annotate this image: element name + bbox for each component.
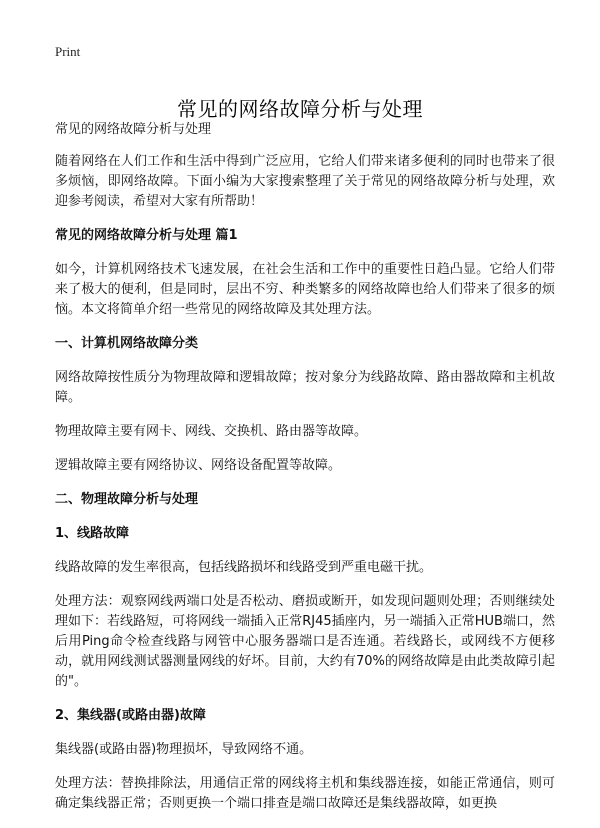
section-intro-paragraph: 如今，计算机网络技术飞速发展，在社会生活和工作中的重要性日趋凸显。它给人们带来了极大的便利，但是同时，层出不穷、种类繁多的网络故障也给人们带来了很多的烦恼。本文将简单介绍一些常见的网络故障及其处理方法。 [55,262,555,317]
classification-paragraph-2: 物理故障主要有网卡、网线、交换机、路由器等故障。 [55,424,368,439]
classification-paragraph-1: 网络故障按性质分为物理故障和逻辑故障；按对象分为线路故障、路由器故障和主机故障。 [55,370,555,405]
classification-paragraph-3: 逻辑故障主要有网络协议、网络设备配置等故障。 [55,458,342,473]
document-subtitle: 常见的网络故障分析与处理 [55,122,212,137]
heading-line-faults: 1、线路故障 [55,526,130,541]
intro-paragraph: 随着网络在人们工作和生活中得到广泛应用，它给人们带来诸多便利的同时也带来了很多烦恼，即网络故障。下面小编为大家搜索整理了关于常见的网络故障分析与处理，欢迎参考阅读，希望对大家有所帮助！ [55,154,555,209]
hub-faults-paragraph-2: 处理方法：替换排除法，用通信正常的网线将主机和集线器连接，如能正常通信，则可确定集线器正常；否则更换一个端口排查是端口故障还是集线器故障，如更换 [55,776,555,811]
line-faults-paragraph-2: 处理方法：观察网线两端口处是否松动、磨损或断开，如发现问题则处理；否则继续处理如下：若线路短，可将网线一端插入正常RJ45插座内，另一端插入正常HUB端口，然后用Ping命令检查线路与网管中心服务器端口是否连通。若线路长，或网线不方便移动，就用网线测试器测量网线的好坏。目前，大约有70%的网络故障是由此类故障引起的"。 [55,594,555,689]
document-body [55,120,555,828]
heading-hub-faults: 2、集线器(或路由器)故障 [55,708,206,723]
heading-classification: 一、计算机网络故障分类 [55,336,199,351]
page-title: 常见的网络故障分析与处理 [177,97,423,122]
print-label: Print [55,44,81,59]
section-title: 常见的网络故障分析与处理 篇1 [55,228,238,243]
line-faults-paragraph-1: 线路故障的发生率很高，包括线路损坏和线路受到严重电磁干扰。 [55,560,433,575]
heading-physical-faults: 二、物理故障分析与处理 [55,492,199,507]
hub-faults-paragraph-1: 集线器(或路由器)物理损坏，导致网络不通。 [55,742,313,757]
